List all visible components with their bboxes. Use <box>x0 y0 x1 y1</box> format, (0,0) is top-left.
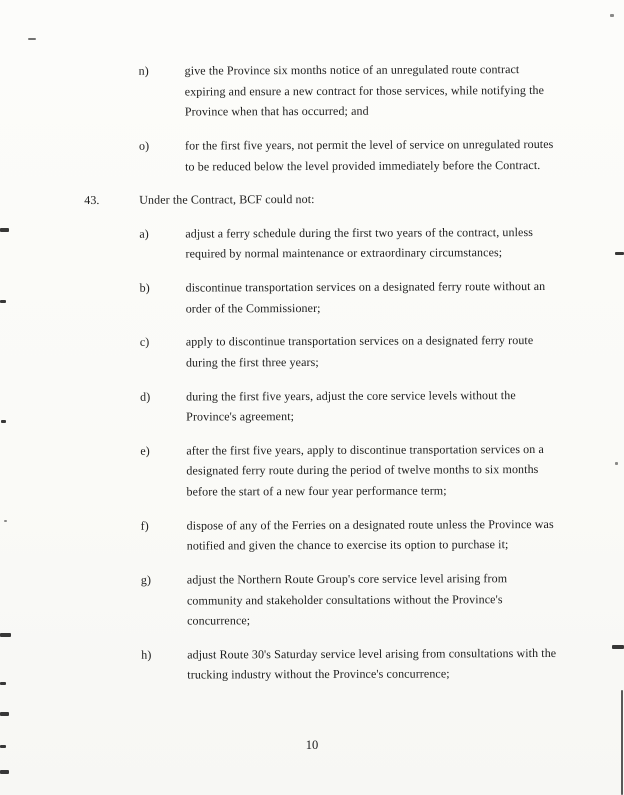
scan-artifact <box>0 770 9 774</box>
paragraph-text: Under the Contract, BCF could not: <box>139 192 315 207</box>
scan-artifact <box>0 633 11 637</box>
list-item <box>0 330 624 374</box>
list-item-text: adjust the Northern Route Group's core service level arising from community and stakeholder consultations without the Province's concurrence; <box>186 571 508 628</box>
scan-artifact <box>0 682 6 685</box>
paragraph-number: 43. <box>84 193 100 208</box>
list-item-label: g) <box>140 572 152 587</box>
list-item-label: a) <box>139 226 149 241</box>
scan-artifact <box>28 38 36 40</box>
list-item-text: for the first five years, not permit the level of service on unregulated routes to be reduced below the level provided immediately before the Contract. <box>184 136 554 174</box>
list-item-text: adjust a ferry schedule during the first two years of the contract, unless required by normal maintenance or extraordinary circumstances; <box>185 224 534 261</box>
list-item <box>1 568 624 633</box>
page-number: 10 <box>305 738 319 752</box>
scan-artifact <box>0 745 6 748</box>
scan-artifact <box>0 300 6 303</box>
list-item-label: f) <box>140 518 149 533</box>
document-body <box>0 59 624 700</box>
list-item-label: c) <box>139 334 150 350</box>
list-item <box>0 438 624 503</box>
list-item-text: adjust Route 30's Saturday service level arising from consultations with the trucking industry without the Province's concurrence; <box>187 645 557 682</box>
list-item-label: n) <box>138 63 149 78</box>
list-item-text: discontinue transportation services on a designated ferry route without an order of the Commissioner; <box>185 278 546 316</box>
list-item-text: give the Province six months notice of an unregulated route contract expiring and ensure a new contract for those services, while notifying the Province when that has occurred; and <box>184 62 545 119</box>
list-item <box>0 221 623 265</box>
list-item-text: apply to discontinue transportation services on a designated ferry route during the first three years; <box>185 333 534 370</box>
list-item <box>0 59 623 124</box>
list-item-text: during the first five years, adjust the core service levels without the Province's agreement; <box>186 387 516 424</box>
list-item <box>0 384 624 428</box>
list-item <box>1 513 624 557</box>
list-item-label: d) <box>140 389 151 404</box>
numbered-paragraph <box>0 188 623 211</box>
scan-artifact <box>621 690 623 795</box>
list-item-label: h) <box>141 647 152 662</box>
scan-artifact <box>615 252 624 255</box>
list-item <box>1 642 624 686</box>
scan-artifact <box>610 14 614 17</box>
list-item-text: after the first five years, apply to discontinue transportation services on a designated ferry route during the period of twelve months to six months before the start of a new four year performance term; <box>186 441 544 499</box>
scan-artifact <box>615 462 618 465</box>
scan-artifact <box>612 645 624 649</box>
list-item-label: e) <box>140 443 150 458</box>
list-item-text: dispose of any of the Ferries on a designated route unless the Province was notified and given the chance to exercise its option to purchase it; <box>186 516 554 553</box>
scan-artifact <box>0 228 9 232</box>
scan-artifact <box>4 520 7 522</box>
list-item-label: b) <box>139 280 150 295</box>
scan-artifact <box>0 712 9 716</box>
list-item-label: o) <box>138 138 150 153</box>
scan-artifact <box>1 420 6 423</box>
list-item <box>0 134 623 178</box>
list-item <box>0 276 624 320</box>
